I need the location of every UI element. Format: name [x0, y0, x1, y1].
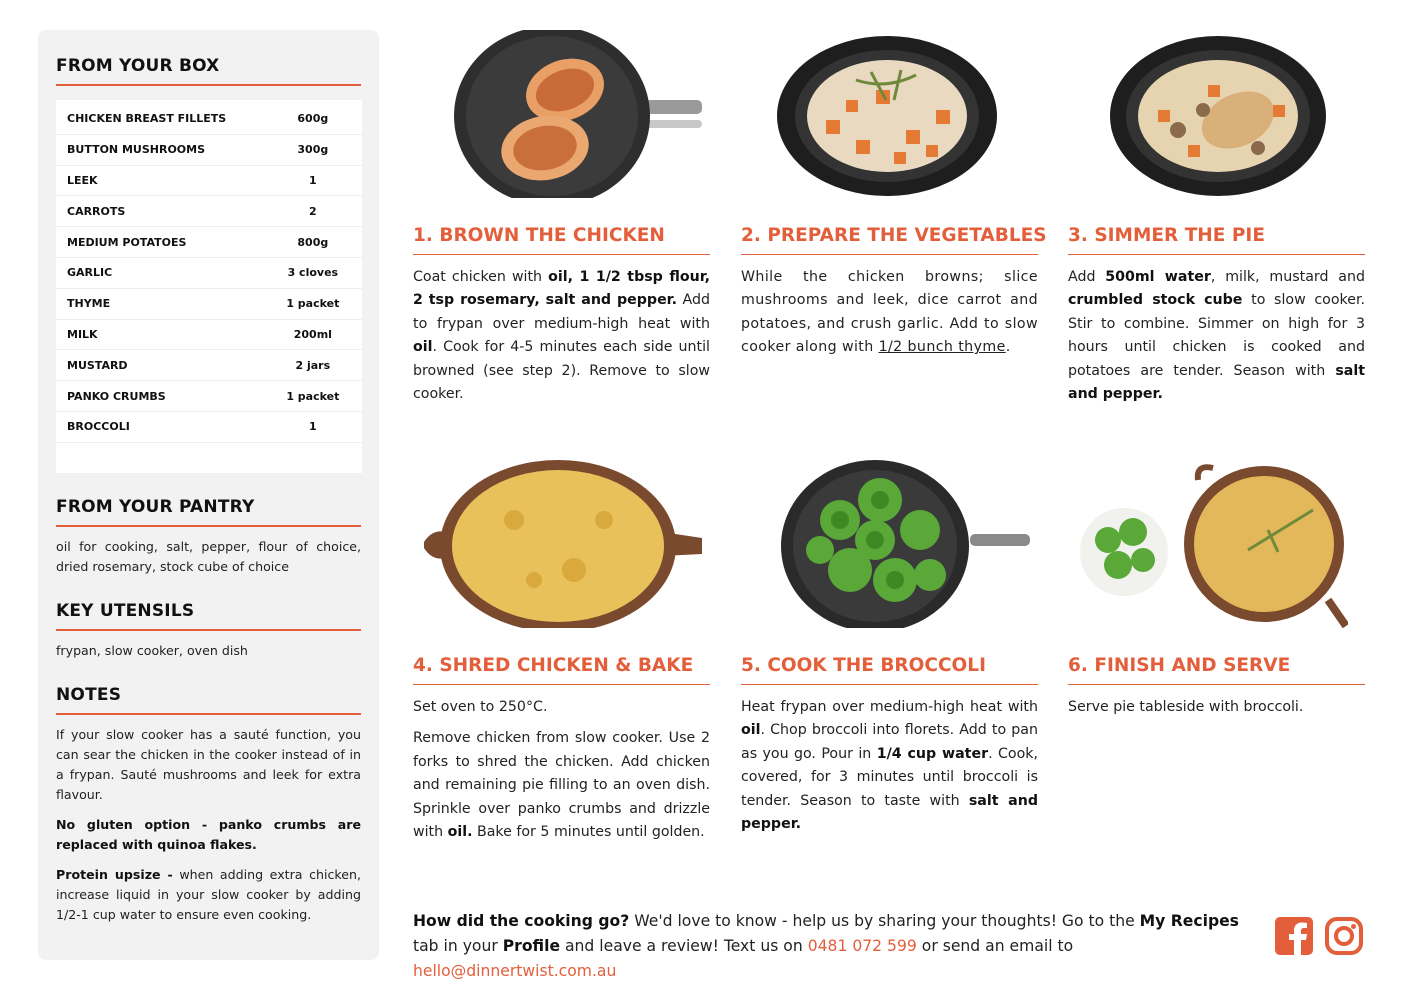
- ingredient-qty: 3 cloves: [287, 266, 339, 280]
- ingredients-table: [56, 100, 362, 473]
- key-utensils-heading: KEY UTENSILS: [56, 601, 361, 631]
- photo-broccoli-pan: [780, 460, 1030, 628]
- ingredient-name: MILK: [67, 327, 98, 341]
- ingredient-row: [56, 412, 362, 443]
- ingredient-row: [56, 196, 362, 227]
- ingredient-qty: 1 packet: [286, 297, 340, 311]
- ingredient-name: LEEK: [67, 173, 98, 187]
- step-4-text: Set oven to 250°C. Remove chicken from slow cooker. Use 2 forks to shred the chicken. Add chicken and remaining pie filling to an oven dish. Sprinkle over panko crumbs and drizzle with oil. Bake for 5 minutes until golden.: [413, 699, 710, 841]
- instagram-icon[interactable]: [1325, 917, 1363, 955]
- photo-chicken-frypan: [440, 30, 702, 198]
- ingredient-qty: 1 packet: [286, 389, 340, 403]
- step-6-title: 6. FINISH AND SERVE: [1068, 655, 1365, 685]
- step-5-title: 5. COOK THE BROCCOLI: [741, 655, 1038, 685]
- step-3-text: Add 500ml water, milk, mustard and crumbled stock cube to slow cooker. Stir to combine. Simmer on high for 3 hours until chicken is cooked and potatoes are tender. Season with salt and pepper.: [1068, 269, 1365, 403]
- ingredient-name: MUSTARD: [67, 358, 128, 372]
- ingredient-row: [56, 320, 362, 351]
- step-2-text: While the chicken browns; slice mushrooms and leek, dice carrot and potatoes, and crush garlic. Add to slow cooker along with 1/2 bunch thyme.: [741, 269, 1038, 356]
- ingredient-row: [56, 166, 362, 197]
- ingredient-row: [56, 381, 362, 412]
- facebook-icon[interactable]: [1275, 917, 1313, 955]
- feedback-footer: How did the cooking go? We'd love to know - help us by sharing your thoughts! Go to the My Recipes tab in your Profile and leave a review! Text us on 0481 072 599 or send an email to hello@dinnertwist.com.au: [413, 912, 1239, 980]
- ingredient-row: [56, 289, 362, 320]
- ingredient-name: BUTTON MUSHROOMS: [67, 143, 206, 157]
- ingredient-name: GARLIC: [67, 266, 113, 280]
- step-1-title: 1. BROWN THE CHICKEN: [413, 225, 710, 255]
- email-link[interactable]: hello@dinnertwist.com.au: [413, 962, 617, 980]
- step-5-text: Heat frypan over medium-high heat with oil. Chop broccoli into florets. Add to pan as you go. Pour in 1/4 cup water. Cook, covered, for 3 minutes until broccoli is tender. Season to taste with salt and pepper.: [741, 699, 1039, 833]
- step-6-text: Serve pie tableside with broccoli.: [1068, 699, 1304, 715]
- step-1-text: Coat chicken with oil, 1 1/2 tbsp flour, 2 tsp rosemary, salt and pepper. Add to frypan over medium-high heat with oil. Cook for 4-5 minutes each side until browned (see step 2). Remove to slow cooker.: [413, 269, 711, 403]
- from-your-pantry-heading: FROM YOUR PANTRY: [56, 497, 361, 527]
- step-3-title: 3. SIMMER THE PIE: [1068, 225, 1365, 255]
- pantry-text: oil for cooking, salt, pepper, flour of choice, dried rosemary, stock cube of choice: [56, 538, 361, 574]
- ingredient-qty: 2: [309, 204, 317, 218]
- step-2-title: 2. PREPARE THE VEGETABLES: [741, 225, 1038, 255]
- ingredient-qty: 200ml: [293, 327, 332, 341]
- photo-panko-bake: [424, 460, 702, 628]
- ingredient-name: MEDIUM POTATOES: [67, 235, 187, 249]
- phone-link[interactable]: 0481 072 599: [807, 937, 917, 955]
- note-gluten: No gluten option - panko crumbs are replaced with quinoa flakes.: [56, 816, 361, 852]
- ingredient-qty: 2 jars: [295, 358, 331, 372]
- photo-finish-serve: [1078, 460, 1348, 628]
- ingredient-name: CARROTS: [67, 204, 126, 218]
- ingredient-name: THYME: [67, 297, 111, 311]
- ingredient-qty: 600g: [297, 112, 329, 126]
- photo-simmer-pie: [1108, 30, 1328, 198]
- ingredient-qty: 1: [309, 420, 317, 434]
- photo-vegetables-slow-cooker: [776, 30, 998, 198]
- ingredient-name: BROCCOLI: [67, 420, 130, 434]
- sidebar: [38, 30, 379, 960]
- ingredient-row: [56, 258, 362, 289]
- ingredient-row: [56, 227, 362, 258]
- ingredient-row: [56, 350, 362, 381]
- ingredient-name: CHICKEN BREAST FILLETS: [67, 112, 227, 126]
- ingredient-qty: 800g: [297, 235, 329, 249]
- ingredient-qty: 300g: [297, 143, 329, 157]
- from-your-box-heading: FROM YOUR BOX: [56, 56, 361, 86]
- ingredient-row: [56, 135, 362, 166]
- note-saute: If your slow cooker has a sauté function, you can sear the chicken in the cooker instead of in a frypan. Sauté mushrooms and leek for extra flavour.: [56, 726, 361, 802]
- note-protein: Protein upsize - when adding extra chicken, increase liquid in your slow cooker by adding 1/2-1 cup water to ensure even cooking.: [56, 866, 361, 922]
- ingredient-row: [56, 104, 362, 135]
- notes-heading: NOTES: [56, 685, 361, 715]
- utensils-text: frypan, slow cooker, oven dish: [56, 642, 248, 658]
- ingredient-qty: 1: [309, 173, 317, 187]
- ingredient-name: PANKO CRUMBS: [67, 389, 166, 403]
- step-4-title: 4. SHRED CHICKEN & BAKE: [413, 655, 710, 685]
